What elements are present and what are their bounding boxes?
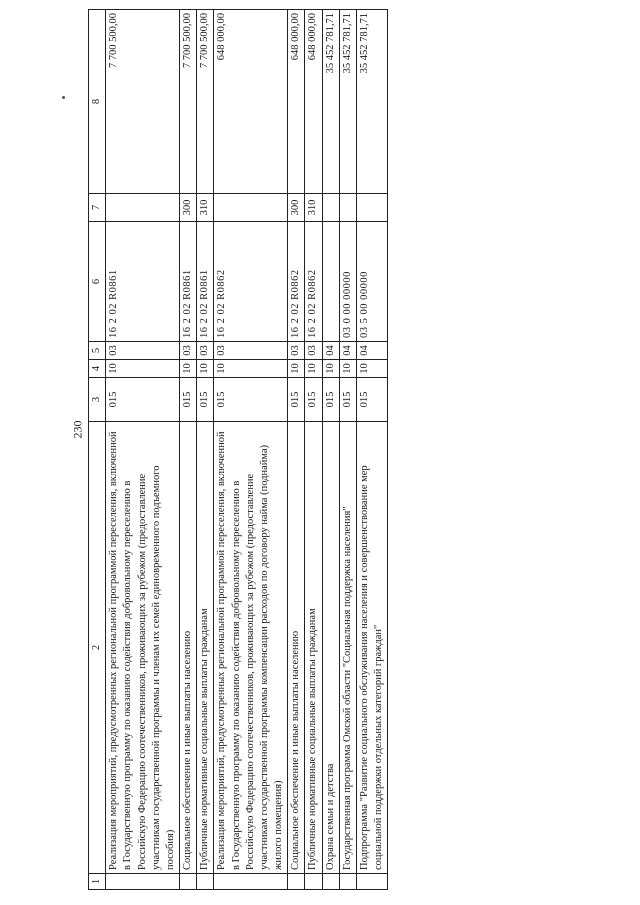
table-row bbox=[322, 10, 339, 890]
table-row bbox=[339, 10, 356, 890]
ministry-code-cell: 015 bbox=[322, 378, 339, 422]
ministry-code-cell: 015 bbox=[305, 378, 322, 422]
target-article-cell: 16 2 02 R0861 bbox=[106, 222, 180, 342]
header-cell-4: 4 bbox=[89, 360, 106, 378]
page-number: 230 bbox=[70, 420, 85, 439]
subsection-cell: 03 bbox=[288, 342, 305, 360]
expense-type-cell: 310 bbox=[197, 194, 214, 222]
subsection-cell: 03 bbox=[305, 342, 322, 360]
first-column-cell bbox=[197, 874, 214, 890]
section-cell: 10 bbox=[214, 360, 288, 378]
subsection-cell: 04 bbox=[356, 342, 387, 360]
ministry-code-cell: 015 bbox=[288, 378, 305, 422]
target-article-cell: 16 2 02 R0862 bbox=[305, 222, 322, 342]
table-row bbox=[106, 10, 180, 890]
subsection-cell: 03 bbox=[214, 342, 288, 360]
target-article-cell: 03 0 00 00000 bbox=[339, 222, 356, 342]
rotated-page bbox=[88, 10, 548, 890]
ministry-code-cell: 015 bbox=[180, 378, 197, 422]
amount-cell: 35 452 781,71 bbox=[339, 10, 356, 194]
first-column-cell bbox=[180, 874, 197, 890]
description-cell: Государственная программа Омской области "Социальная поддержка населения" bbox=[339, 422, 356, 874]
table-row bbox=[214, 10, 288, 890]
table-row bbox=[305, 10, 322, 890]
first-column-cell bbox=[106, 874, 180, 890]
section-cell: 10 bbox=[288, 360, 305, 378]
expense-type-cell bbox=[339, 194, 356, 222]
section-cell: 10 bbox=[180, 360, 197, 378]
subsection-cell: 04 bbox=[339, 342, 356, 360]
target-article-cell: 03 5 00 00000 bbox=[356, 222, 387, 342]
target-article-cell bbox=[322, 222, 339, 342]
target-article-cell: 16 2 02 R0862 bbox=[288, 222, 305, 342]
target-article-cell: 16 2 02 R0861 bbox=[180, 222, 197, 342]
description-cell: Публичные нормативные социальные выплаты гражданам bbox=[305, 422, 322, 874]
expense-type-cell: 310 bbox=[305, 194, 322, 222]
header-row bbox=[89, 10, 106, 890]
amount-cell: 35 452 781,71 bbox=[356, 10, 387, 194]
description-cell: Реализация мероприятий, предусмотренных региональной программой переселения, включенной в Государственную программу по оказанию содействия добровольному переселению в Российскую Федерацию соотечественников, проживающих за рубежом (предоставление участникам государственной программы и членам их семей единовременного подъемного пособия) bbox=[106, 422, 180, 874]
expense-type-cell: 300 bbox=[288, 194, 305, 222]
amount-cell: 648 000,00 bbox=[214, 10, 288, 194]
table-row bbox=[180, 10, 197, 890]
first-column-cell bbox=[288, 874, 305, 890]
header-cell-1: 1 bbox=[89, 874, 106, 890]
amount-cell: 648 000,00 bbox=[288, 10, 305, 194]
amount-cell: 7 700 500,00 bbox=[180, 10, 197, 194]
subsection-cell: 03 bbox=[180, 342, 197, 360]
first-column-cell bbox=[214, 874, 288, 890]
description-cell: Публичные нормативные социальные выплаты гражданам bbox=[197, 422, 214, 874]
header-cell-5: 5 bbox=[89, 342, 106, 360]
ministry-code-cell: 015 bbox=[214, 378, 288, 422]
first-column-cell bbox=[356, 874, 387, 890]
ministry-code-cell: 015 bbox=[197, 378, 214, 422]
expense-type-cell bbox=[356, 194, 387, 222]
section-cell: 10 bbox=[305, 360, 322, 378]
subsection-cell: 04 bbox=[322, 342, 339, 360]
expense-type-cell bbox=[214, 194, 288, 222]
amount-cell: 648 000,00 bbox=[305, 10, 322, 194]
subsection-cell: 03 bbox=[197, 342, 214, 360]
table-row bbox=[356, 10, 387, 890]
ministry-code-cell: 015 bbox=[339, 378, 356, 422]
ministry-code-cell: 015 bbox=[356, 378, 387, 422]
first-column-cell bbox=[322, 874, 339, 890]
section-cell: 10 bbox=[106, 360, 180, 378]
amount-cell: 35 452 781,71 bbox=[322, 10, 339, 194]
header-cell-7: 7 bbox=[89, 194, 106, 222]
expense-type-cell bbox=[322, 194, 339, 222]
table-row bbox=[288, 10, 305, 890]
section-cell: 10 bbox=[339, 360, 356, 378]
header-cell-3: 3 bbox=[89, 378, 106, 422]
header-cell-2: 2 bbox=[89, 422, 106, 874]
ministry-code-cell: 015 bbox=[106, 378, 180, 422]
amount-cell: 7 700 500,00 bbox=[197, 10, 214, 194]
target-article-cell: 16 2 02 R0861 bbox=[197, 222, 214, 342]
section-cell: 10 bbox=[322, 360, 339, 378]
expense-type-cell: 300 bbox=[180, 194, 197, 222]
scan-speck bbox=[62, 96, 65, 99]
budget-table bbox=[88, 9, 388, 890]
first-column-cell bbox=[305, 874, 322, 890]
description-cell: Социальное обеспечение и иные выплаты населению bbox=[180, 422, 197, 874]
amount-cell: 7 700 500,00 bbox=[106, 10, 180, 194]
first-column-cell bbox=[339, 874, 356, 890]
target-article-cell: 16 2 02 R0862 bbox=[214, 222, 288, 342]
section-cell: 10 bbox=[356, 360, 387, 378]
header-cell-6: 6 bbox=[89, 222, 106, 342]
table-row bbox=[197, 10, 214, 890]
description-cell: Реализация мероприятий, предусмотренных региональной программой переселения, включенной в Государственную программу по оказанию содействия добровольному переселению в Российскую Федерацию соотечественников, проживающих за рубежом (предоставление участникам государственной программы компенсации расходов по договору найма (поднайма) жилого помещения) bbox=[214, 422, 288, 874]
description-cell: Охрана семьи и детства bbox=[322, 422, 339, 874]
section-cell: 10 bbox=[197, 360, 214, 378]
description-cell: Подпрограмма "Развитие социального обслуживания населения и совершенствование мер социальной поддержки отдельных категорий граждан" bbox=[356, 422, 387, 874]
description-cell: Социальное обеспечение и иные выплаты населению bbox=[288, 422, 305, 874]
subsection-cell: 03 bbox=[106, 342, 180, 360]
expense-type-cell bbox=[106, 194, 180, 222]
header-cell-8: 8 bbox=[89, 10, 106, 194]
